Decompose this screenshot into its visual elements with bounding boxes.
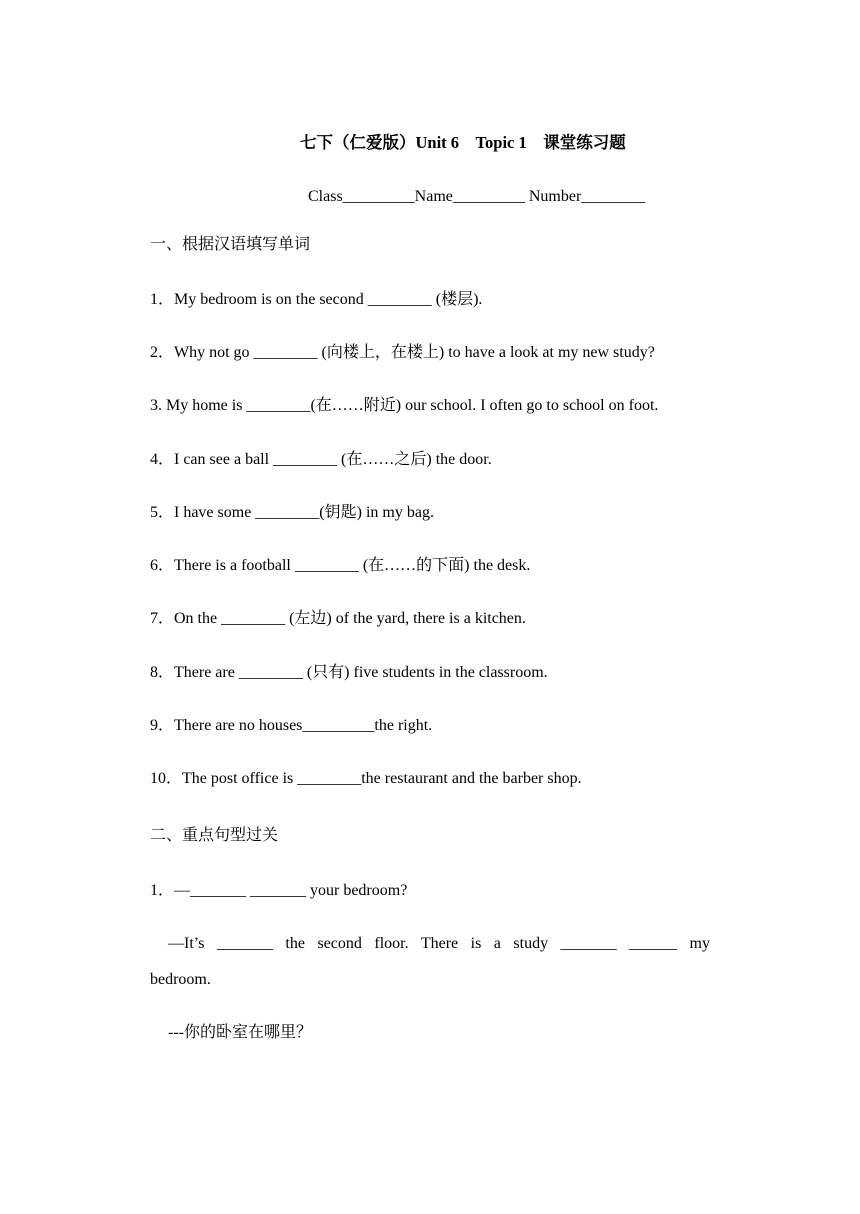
- section-2-heading: 二、重点句型过关: [150, 827, 279, 844]
- exercise-item-9: 9．There are no houses_________the right.: [150, 717, 433, 734]
- page-title: 七下（仁爱版）Unit 6 Topic 1 课堂练习题: [300, 133, 626, 152]
- exercise-item-4: 4．I can see a ball ________ (在……之后) the door.: [150, 451, 492, 468]
- sentence-item-1-question: 1．—_______ _______ your bedroom?: [150, 882, 408, 899]
- exercise-item-3: 3. My home is ________(在……附近) our school. I often go to school on foot.: [150, 397, 659, 414]
- exercise-item-1: 1．My bedroom is on the second ________ (楼层).: [150, 291, 483, 308]
- exercise-item-10: 10．The post office is ________the restaurant and the barber shop.: [150, 770, 582, 787]
- sentence-item-1-answer: —It’s _______ the second floor. There is a study _______ ______ my: [168, 935, 710, 952]
- exercise-item-5: 5．I have some ________(钥匙) in my bag.: [150, 504, 434, 521]
- sentence-item-1-answer-continued: bedroom.: [150, 971, 211, 988]
- student-info-line: Class_________Name_________ Number________: [308, 188, 646, 205]
- sentence-item-1-translation: ---你的卧室在哪里？: [168, 1024, 312, 1041]
- exercise-item-7: 7．On the ________ (左边) of the yard, there is a kitchen.: [150, 610, 526, 627]
- exercise-item-8: 8．There are ________ (只有) five students in the classroom.: [150, 664, 548, 681]
- section-1-heading: 一、根据汉语填写单词: [150, 236, 311, 253]
- exercise-item-6: 6．There is a football ________ (在……的下面) the desk.: [150, 557, 531, 574]
- exercise-item-2: 2．Why not go ________ (向楼上，在楼上) to have a look at my new study?: [150, 344, 655, 361]
